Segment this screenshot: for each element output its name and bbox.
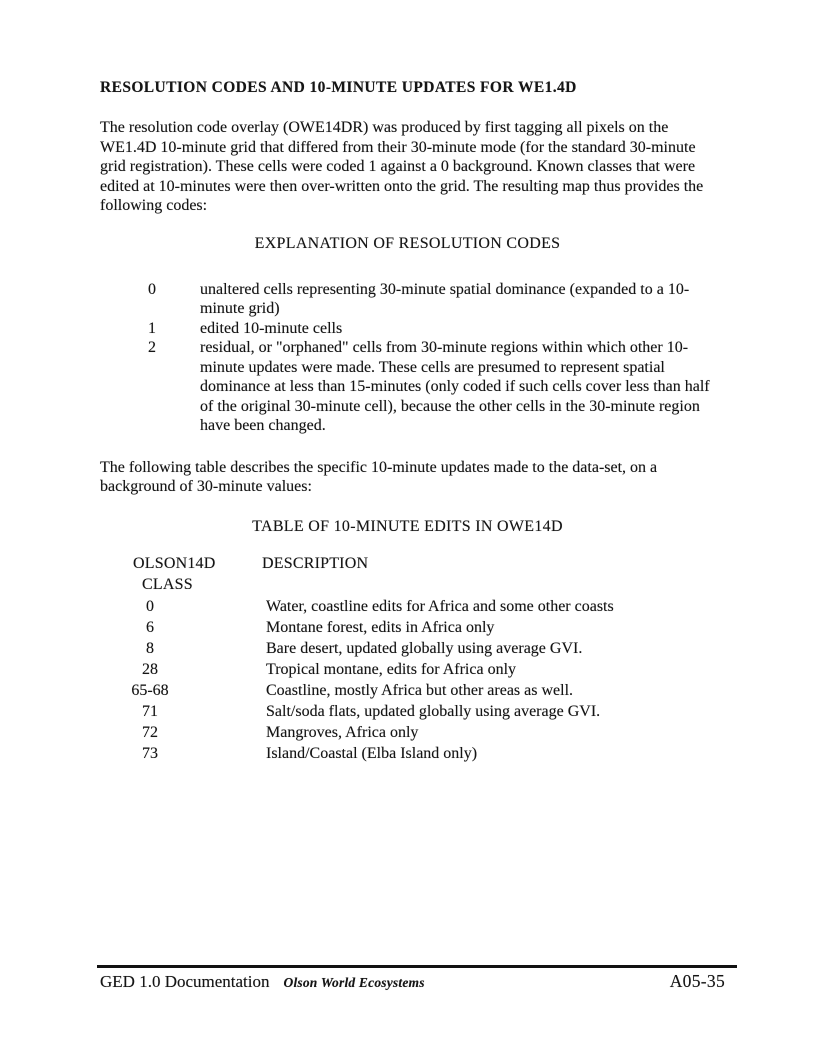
column-header-class: CLASS [142, 575, 193, 593]
description-cell: Coastline, mostly Africa but other areas as well. [266, 681, 574, 699]
table-row [130, 701, 715, 722]
description-cell: Bare desert, updated globally using average GVI. [266, 639, 583, 657]
table-header [133, 553, 715, 595]
page-title: RESOLUTION CODES AND 10-MINUTE UPDATES FOR WE1.4D [100, 79, 577, 96]
code-description: unaltered cells representing 30-minute spatial dominance (expanded to a 10-minute grid) [200, 280, 690, 317]
page-footer [100, 971, 725, 993]
description-cell: Tropical montane, edits for Africa only [266, 660, 517, 678]
table-row [130, 638, 715, 659]
table-intro-paragraph: The following table describes the specific 10-minute updates made to the data-set, on a background of 30-minute values: [100, 458, 658, 495]
intro-paragraph: The resolution code overlay (OWE14DR) was produced by first tagging all pixels on the WE1.4D 10-minute grid that differed from their 30-minute mode (for the standard 30-minute grid registration). These cells were coded 1 against a 0 background. Known classes that were edited at 10-minutes were then over-written onto the grid. The resulting map thus provides the following codes: [100, 119, 704, 214]
footer-divider [97, 965, 737, 968]
footer-page-number: A05-35 [669, 971, 725, 991]
footer-program-name: Olson World Ecosystems [283, 975, 425, 990]
table-row [130, 680, 715, 701]
description-cell: Water, coastline edits for Africa and some other coasts [266, 597, 614, 615]
class-cell: 8 [146, 639, 154, 657]
class-cell: 71 [142, 702, 158, 720]
list-item [148, 338, 715, 436]
description-cell: Mangroves, Africa only [266, 723, 419, 741]
table-row [130, 659, 715, 680]
code-value: 1 [148, 319, 156, 337]
footer-left-group [100, 972, 425, 993]
table-row [130, 617, 715, 638]
description-cell: Salt/soda flats, updated globally using average GVI. [266, 702, 601, 720]
class-cell: 0 [146, 597, 154, 615]
code-value: 2 [148, 339, 156, 356]
column-header-description: DESCRIPTION [262, 554, 369, 572]
edits-table [130, 596, 715, 764]
list-item [148, 319, 715, 339]
table-row [130, 743, 715, 764]
table-header-class-column [133, 553, 262, 595]
class-cell: 28 [142, 660, 158, 678]
class-cell: 65-68 [131, 681, 169, 699]
explanation-heading: EXPLANATION OF RESOLUTION CODES [254, 234, 561, 252]
table-heading: TABLE OF 10-MINUTE EDITS IN OWE14D [252, 517, 563, 535]
footer-document-name: GED 1.0 Documentation [100, 972, 270, 991]
code-description: edited 10-minute cells [200, 319, 343, 337]
table-row [130, 722, 715, 743]
code-description: residual, or "orphaned" cells from 30-minute regions within which other 10-minute updates were made. These cells are presumed to represent spatial dominance at less than 15-minutes (only coded if such cells cover less than half of the original 30-minute cell), because the other cells in the 30-minute region have been changed. [200, 339, 710, 434]
class-cell: 6 [146, 618, 154, 636]
description-cell: Montane forest, edits in Africa only [266, 618, 495, 636]
code-value: 0 [148, 280, 156, 298]
list-item [148, 280, 715, 319]
class-cell: 73 [142, 744, 158, 762]
resolution-code-list [148, 280, 715, 436]
column-header-olson14d: OLSON14D [133, 554, 216, 572]
class-cell: 72 [142, 723, 158, 741]
table-row [130, 596, 715, 617]
description-cell: Island/Coastal (Elba Island only) [266, 744, 478, 762]
